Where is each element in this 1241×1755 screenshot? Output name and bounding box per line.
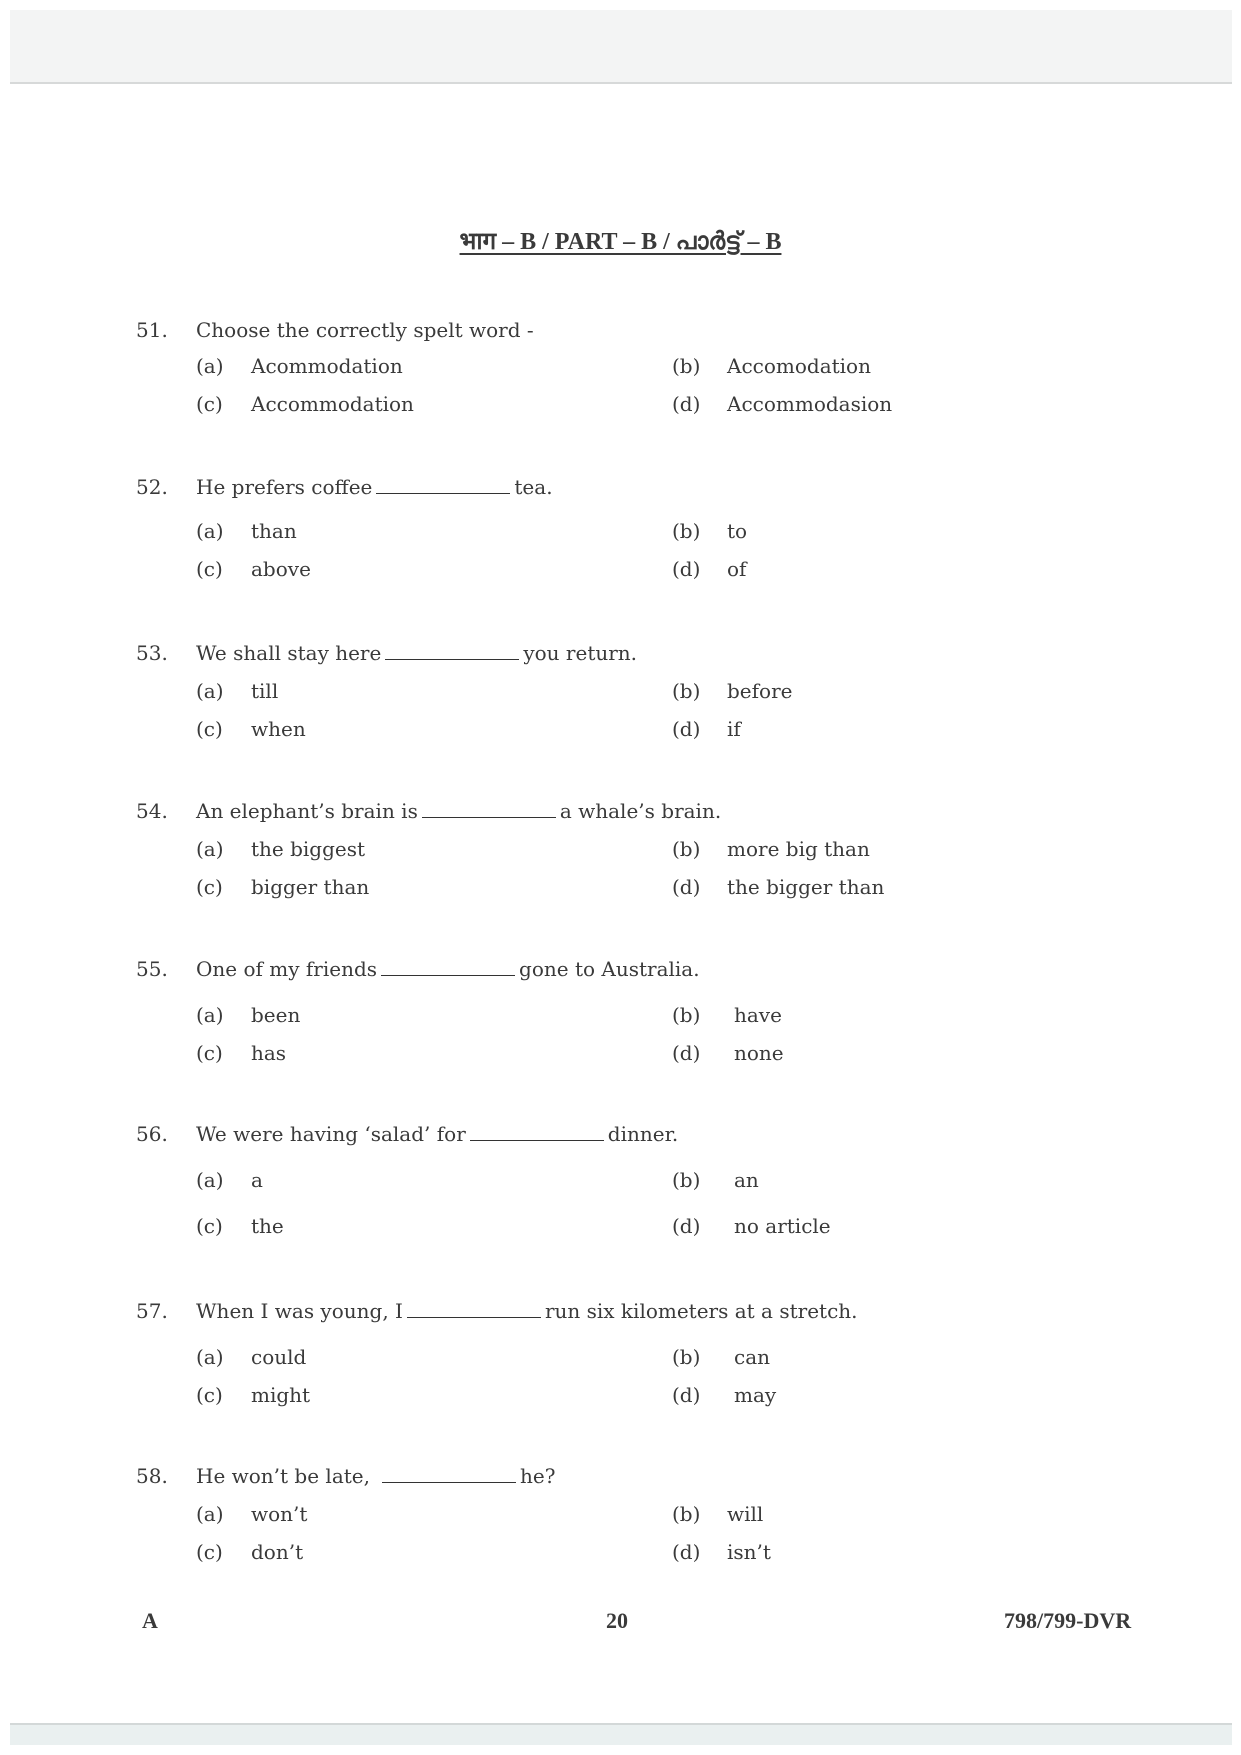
option-c [196, 717, 306, 741]
section-heading [0, 224, 1241, 257]
option-d [672, 717, 741, 741]
option-a [196, 1345, 306, 1369]
option-text: Accommodasion [727, 392, 893, 416]
option-text: a [251, 1168, 263, 1192]
option-a [196, 519, 297, 543]
question-stem [196, 641, 637, 665]
option-label: (b) [672, 837, 701, 861]
option-c [196, 1214, 284, 1238]
option-label: (d) [672, 1214, 701, 1238]
option-text: no article [734, 1214, 831, 1238]
question-stem [196, 957, 700, 981]
option-d [672, 557, 746, 581]
option-d [672, 1214, 831, 1238]
option-label: (c) [196, 557, 223, 581]
option-text: will [727, 1502, 764, 1526]
option-label: (b) [672, 679, 701, 703]
option-label: (a) [196, 1345, 224, 1369]
option-text: has [251, 1041, 287, 1065]
option-text: don’t [251, 1540, 304, 1564]
answer-blank [376, 475, 510, 494]
option-b [672, 1345, 770, 1369]
option-text: an [734, 1168, 759, 1192]
footer-series-code: A [142, 1608, 158, 1633]
stem-text: One of my friends [196, 957, 378, 981]
option-label: (a) [196, 1502, 224, 1526]
option-b [672, 519, 747, 543]
option-label: (c) [196, 875, 223, 899]
option-c [196, 392, 414, 416]
scan-top-band [10, 10, 1232, 84]
stem-text: gone to Australia. [519, 957, 700, 981]
answer-blank [382, 1464, 516, 1483]
option-label: (d) [672, 875, 701, 899]
option-label: (b) [672, 1345, 701, 1369]
option-label: (d) [672, 1540, 701, 1564]
option-text: till [251, 679, 279, 703]
option-d [672, 1041, 784, 1065]
option-text: before [727, 679, 793, 703]
option-label: (b) [672, 1003, 701, 1027]
option-text: bigger than [251, 875, 370, 899]
option-text: Accommodation [251, 392, 414, 416]
question-number: 52. [136, 475, 168, 499]
option-label: (a) [196, 837, 224, 861]
stem-text: run six kilometers at a stretch. [544, 1299, 858, 1323]
option-label: (c) [196, 1214, 223, 1238]
option-text: could [251, 1345, 307, 1369]
question-number: 58. [136, 1464, 168, 1488]
stem-text: he? [519, 1464, 556, 1488]
option-text: to [727, 519, 748, 543]
stem-text: We shall stay here [196, 641, 382, 665]
section-heading-text: भाग – B / PART – B / പാർട്ട് – B [459, 229, 782, 255]
option-text: have [734, 1003, 782, 1027]
option-b [672, 1168, 759, 1192]
option-a [196, 1502, 307, 1526]
stem-text: We were having ‘salad’ for [196, 1122, 466, 1146]
option-label: (d) [672, 717, 701, 741]
option-b [672, 837, 870, 861]
option-label: (a) [196, 1003, 224, 1027]
option-a [196, 1168, 263, 1192]
answer-blank [407, 1299, 541, 1318]
answer-blank [385, 641, 519, 660]
option-label: (d) [672, 1041, 701, 1065]
option-label: (a) [196, 354, 224, 378]
footer-page-number: 20 [606, 1608, 628, 1633]
option-d [672, 1383, 776, 1407]
option-label: (b) [672, 519, 701, 543]
stem-text: a whale’s brain. [559, 799, 722, 823]
option-text: been [251, 1003, 301, 1027]
option-text: above [251, 557, 311, 581]
option-c [196, 557, 311, 581]
option-text: isn’t [727, 1540, 771, 1564]
option-text: if [727, 717, 741, 741]
question-number: 53. [136, 641, 168, 665]
option-label: (c) [196, 1383, 223, 1407]
option-c [196, 1383, 310, 1407]
option-label: (d) [672, 392, 701, 416]
option-text: might [251, 1383, 311, 1407]
option-label: (c) [196, 1041, 223, 1065]
stem-text: tea. [514, 475, 553, 499]
option-label: (c) [196, 717, 223, 741]
option-d [672, 875, 884, 899]
option-text: of [727, 557, 747, 581]
question-number: 55. [136, 957, 168, 981]
stem-text: When I was young, I [196, 1299, 403, 1323]
scan-bottom-band [10, 1723, 1232, 1745]
option-text: the bigger than [727, 875, 885, 899]
question-stem [196, 1299, 858, 1323]
question-stem [196, 799, 721, 823]
option-text: Acommodation [251, 354, 403, 378]
option-text: Accomodation [727, 354, 871, 378]
question-number: 54. [136, 799, 168, 823]
option-label: (b) [672, 354, 701, 378]
option-d [672, 392, 892, 416]
stem-text: dinner. [607, 1122, 679, 1146]
stem-text: you return. [523, 641, 638, 665]
option-text: may [734, 1383, 777, 1407]
question-stem [196, 1122, 678, 1146]
option-text: can [734, 1345, 771, 1369]
stem-text: Choose the correctly spelt word - [196, 318, 534, 342]
option-label: (b) [672, 1502, 701, 1526]
footer-paper-code: 798/799-DVR [1004, 1608, 1132, 1633]
option-text: the biggest [251, 837, 366, 861]
option-a [196, 1003, 300, 1027]
option-b [672, 1502, 763, 1526]
option-label: (d) [672, 1383, 701, 1407]
option-text: the [251, 1214, 284, 1238]
option-d [672, 1540, 771, 1564]
option-label: (b) [672, 1168, 701, 1192]
stem-text: He won’t be late, [196, 1464, 370, 1488]
stem-text: He prefers coffee [196, 475, 373, 499]
option-text: none [734, 1041, 784, 1065]
option-text: won’t [251, 1502, 308, 1526]
option-c [196, 1041, 286, 1065]
option-a [196, 837, 365, 861]
option-c [196, 1540, 303, 1564]
question-stem [196, 475, 553, 499]
option-b [672, 354, 871, 378]
question-number: 56. [136, 1122, 168, 1146]
option-label: (a) [196, 679, 224, 703]
stem-text: An elephant’s brain is [196, 799, 418, 823]
question-stem [196, 1464, 555, 1488]
option-b [672, 1003, 782, 1027]
option-text: more big than [727, 837, 870, 861]
option-label: (c) [196, 392, 223, 416]
question-number: 57. [136, 1299, 168, 1323]
option-a [196, 679, 278, 703]
option-a [196, 354, 403, 378]
answer-blank [422, 799, 556, 818]
answer-blank [381, 957, 515, 976]
question-number: 51. [136, 318, 168, 342]
answer-blank [470, 1122, 604, 1141]
option-c [196, 875, 369, 899]
option-label: (d) [672, 557, 701, 581]
option-text: than [251, 519, 297, 543]
option-text: when [251, 717, 306, 741]
option-label: (a) [196, 519, 224, 543]
option-b [672, 679, 792, 703]
option-label: (a) [196, 1168, 224, 1192]
question-stem [196, 318, 534, 342]
option-label: (c) [196, 1540, 223, 1564]
